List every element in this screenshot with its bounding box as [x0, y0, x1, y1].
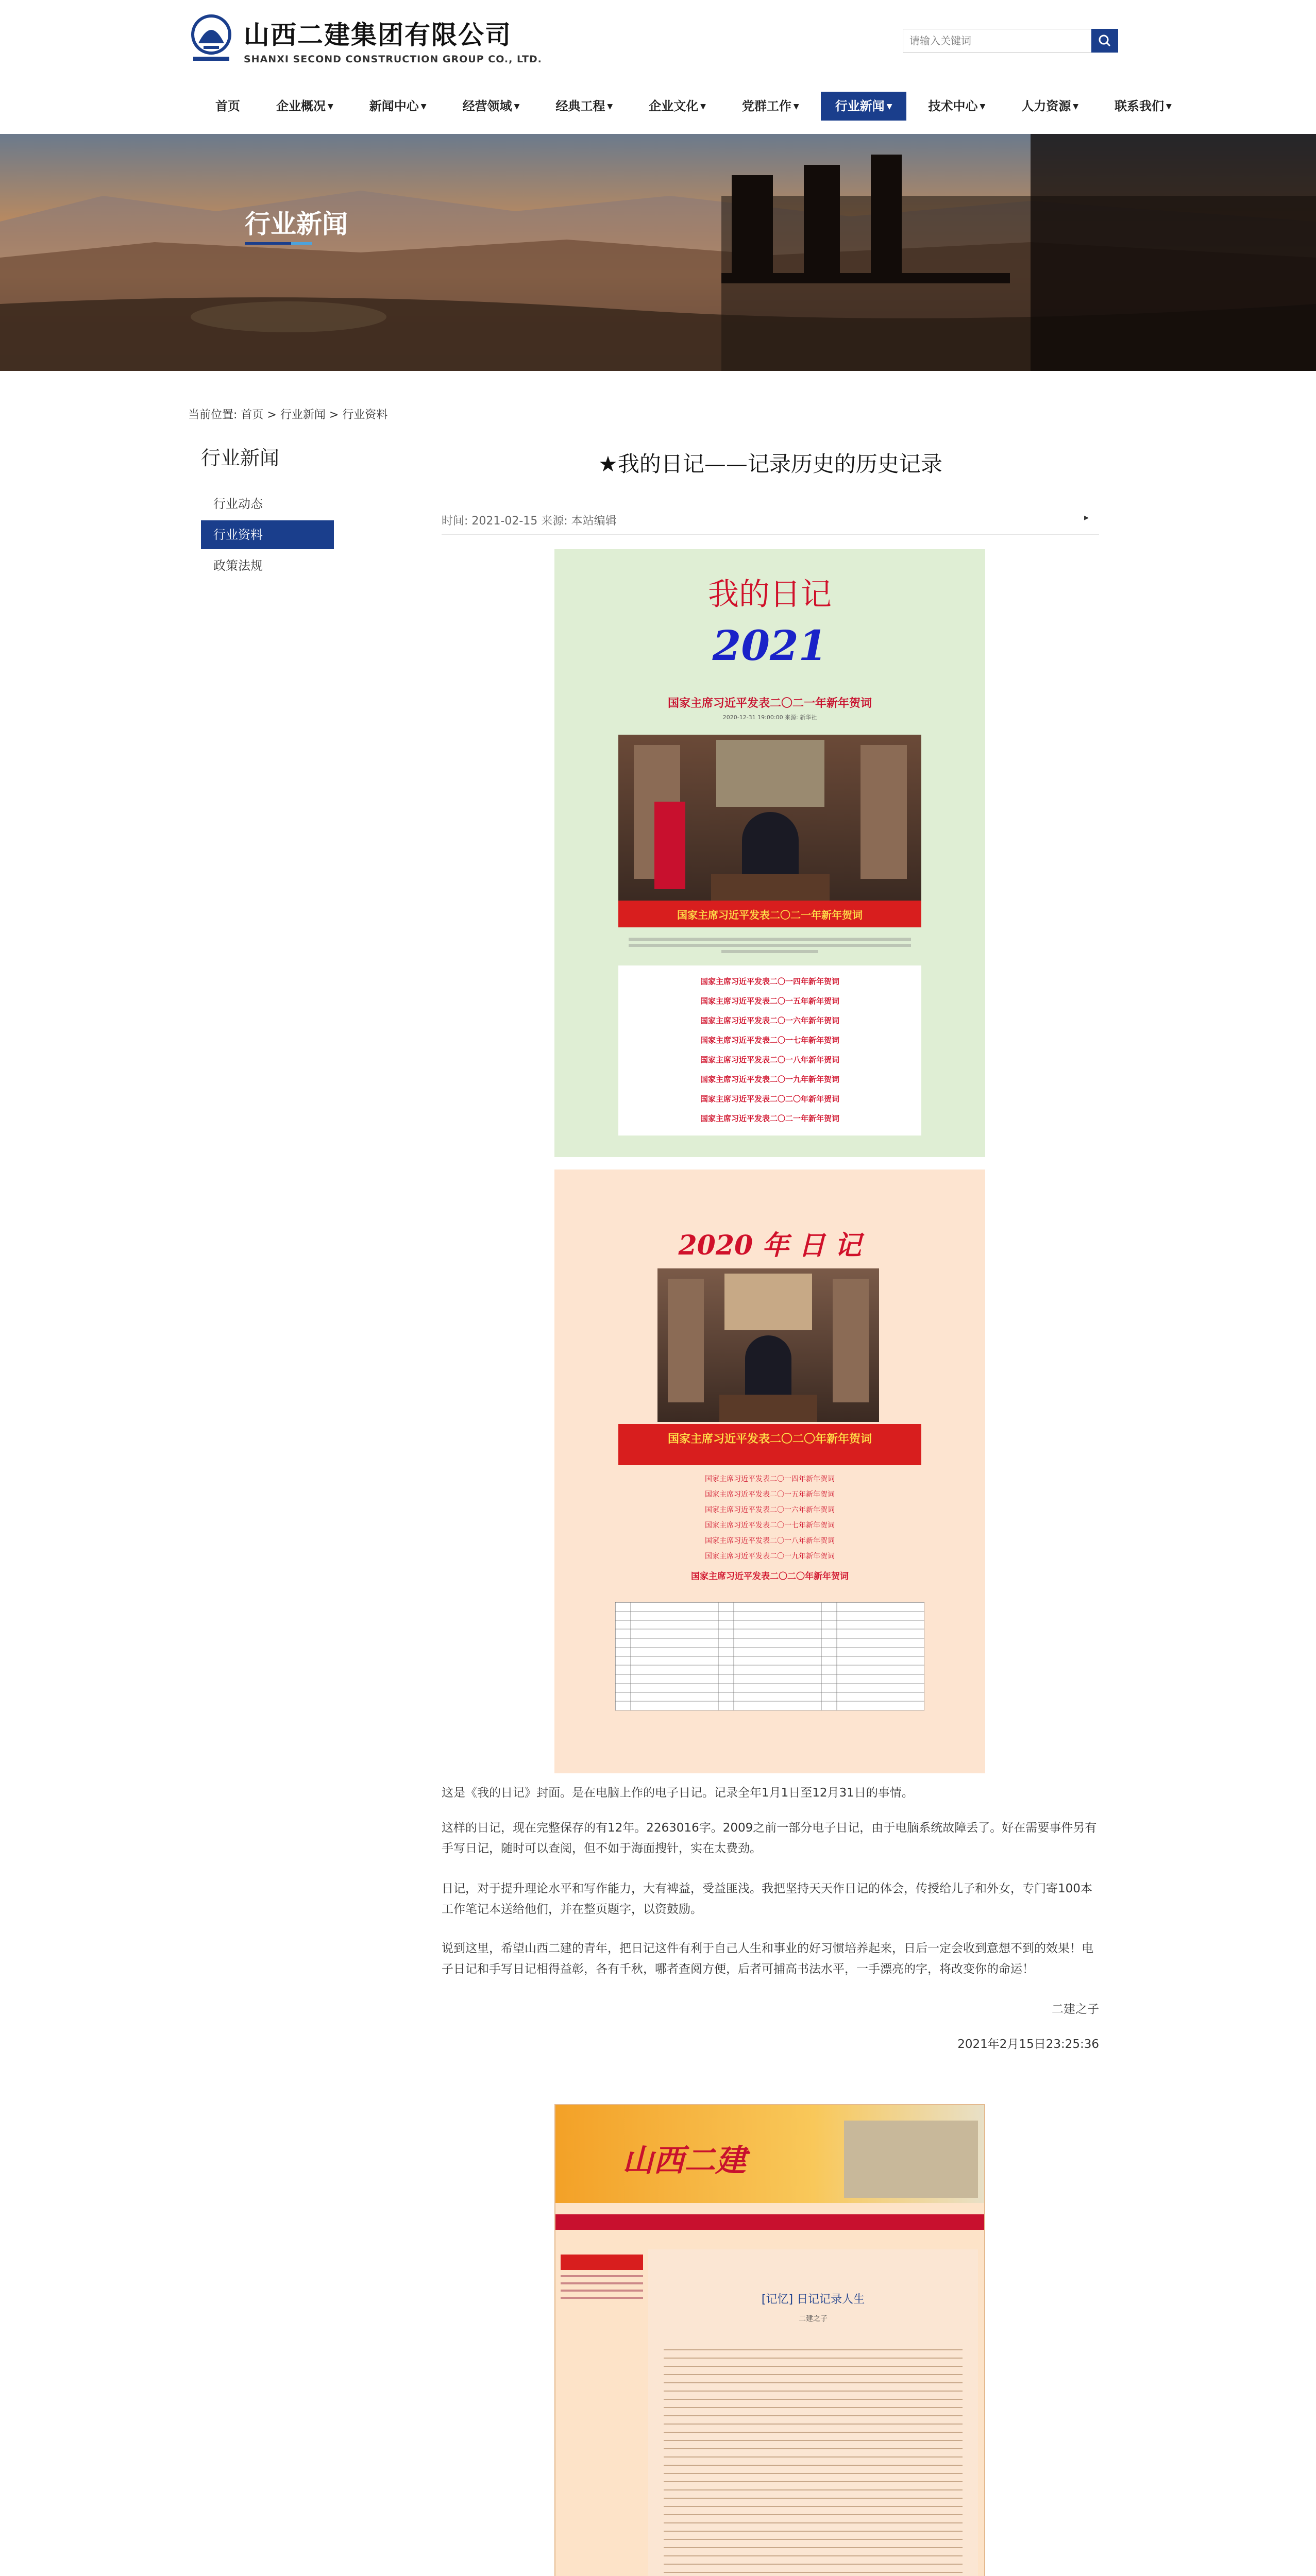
brand-emblem-icon [188, 11, 234, 68]
screenshot-page-title: [记忆] 日记记录人生 [761, 2293, 865, 2306]
breadcrumb: 当前位置: 首页 > 行业新闻 > 行业资料 [188, 409, 388, 421]
diary-2020-calendar-grid [615, 1602, 924, 1710]
diary-2021-banner-text: 国家主席习近平发表二〇二一年新年贺词 [677, 909, 863, 921]
banner-landscape-image [0, 134, 1316, 371]
screenshot-logo-text: 山西二建 [622, 2143, 746, 2179]
screenshot-header [555, 2105, 985, 2203]
nav-item[interactable] [201, 92, 255, 121]
caret-down-icon: ▼ [607, 103, 613, 111]
nav-item-active[interactable] [821, 92, 907, 121]
diary-link[interactable]: 国家主席习近平发表二〇二一年新年贺词 [700, 1114, 839, 1123]
diary-link[interactable]: 国家主席习近平发表二〇一四年新年贺词 [705, 1475, 835, 1483]
brand-logo[interactable] [188, 11, 542, 68]
diary-2020-links [618, 1473, 921, 1597]
diary-link[interactable]: 国家主席习近平发表二〇一八年新年贺词 [705, 1537, 835, 1545]
caret-down-icon: ▼ [514, 103, 520, 111]
diary-link[interactable]: 国家主席习近平发表二〇二〇年新年贺词 [700, 1094, 839, 1104]
article-paragraph: 这样的日记，现在完整保存的有12年。2263016字。2009之前一部分电子日记，由于电脑系统故障丢了。好在需要事件另有手写日记，随时可以查阅，但不如于海面搜针，实在太费劲。 [442, 1821, 1097, 1855]
screenshot-sidebar [555, 2249, 648, 2497]
banner-underline-accent [291, 242, 312, 245]
caret-down-icon: ▼ [328, 103, 333, 111]
diary-link[interactable]: 国家主席习近平发表二〇一六年新年贺词 [700, 1016, 839, 1025]
diary-link[interactable]: 国家主席习近平发表二〇一六年新年贺词 [705, 1506, 835, 1514]
diary-2021-title: 我的日记 [708, 577, 832, 613]
diary-link[interactable]: 国家主席习近平发表二〇一七年新年贺词 [700, 1036, 839, 1045]
article-paragraph: 说到这里，希望山西二建的青年，把日记这件有利于自己人生和事业的好习惯培养起来，日后一定会收到意想不到的效果！电子日记和手写日记相得益彰，各有千秋，哪者查阅方便，后者可捕高书法水平，一手漂亮的字，将改变你的命运！ [442, 1942, 1093, 1976]
nav-item[interactable] [1100, 92, 1186, 121]
caret-down-icon: ▼ [980, 103, 986, 111]
nav-label: 经典工程 [555, 99, 605, 113]
diary-2021-photo [618, 735, 921, 901]
main-nav [201, 92, 1193, 121]
screenshot-body-lines [664, 2342, 963, 2576]
diary-2021-year: 2021 [712, 621, 828, 670]
sidebar-menu [201, 489, 334, 582]
search-icon [1091, 29, 1118, 53]
article-paragraph: 日记，对于提升理论水平和写作能力，大有裨益，受益匪浅。我把坚持天天作日记的体会，传授给儿子和外女，专门寄100本工作笔记本送给他们，并在整页题字，以资鼓励。 [442, 1882, 1092, 1916]
nav-item[interactable] [541, 92, 627, 121]
article-meta [442, 512, 1099, 535]
diary-2020-banner-text: 国家主席习近平发表二〇二〇年新年贺词 [667, 1433, 872, 1446]
screenshot-nav [555, 2214, 985, 2230]
article-paragraph: 这是《我的日记》封面。是在电脑上作的电子日记。记录全年1月1日至12月31日的事情。 [442, 1786, 914, 1800]
nav-label: 新闻中心 [369, 99, 419, 113]
nav-item[interactable] [634, 92, 720, 121]
article-datetime: 2021年2月15日23:25:36 [957, 2038, 1099, 2051]
nav-label: 人力资源 [1021, 99, 1071, 113]
website-screenshot-image [554, 2104, 985, 2576]
search-input[interactable] [903, 29, 1092, 53]
diary-link[interactable]: 国家主席习近平发表二〇一四年新年贺词 [700, 977, 839, 986]
nav-label: 首页 [215, 99, 240, 113]
diary-2021-small-line: 2020-12-31 19:00:00 来源: 新华社 [722, 714, 817, 721]
brand-name-cn: 山西二建集团有限公司 [244, 20, 512, 50]
caret-down-icon: ▼ [420, 103, 427, 111]
nav-label: 技术中心 [928, 99, 978, 113]
sidebar-item-policies[interactable]: 政策法规 [213, 558, 263, 573]
diary-2020-image [554, 1170, 985, 1773]
article-signature: 二建之子 [1052, 2003, 1099, 2016]
banner-title: 行业新闻 [245, 209, 348, 239]
nav-item[interactable] [262, 92, 348, 121]
page-banner [0, 134, 1316, 371]
diary-2020-photo [657, 1268, 879, 1422]
nav-item[interactable] [914, 92, 1000, 121]
nav-item[interactable] [448, 92, 534, 121]
article-title: ★我的日记——记录历史的历史记录 [598, 451, 942, 477]
diary-link[interactable]: 国家主席习近平发表二〇一五年新年贺词 [705, 1490, 835, 1499]
banner-underline [245, 242, 291, 245]
diary-2021-banner [618, 901, 921, 927]
nav-label: 联系我们 [1115, 99, 1165, 113]
diary-2021-red-title: 国家主席习近平发表二〇二一年新年贺词 [667, 697, 872, 710]
print-icon[interactable]: ▸ [1084, 512, 1089, 523]
search-button[interactable] [1091, 29, 1118, 53]
diary-2021-image [554, 549, 985, 1157]
article-meta-text: 时间: 2021-02-15 来源: 本站编辑 [442, 515, 617, 528]
nav-item[interactable] [1007, 92, 1093, 121]
nav-label: 企业概况 [276, 99, 326, 113]
screenshot-author: 二建之子 [799, 2315, 828, 2323]
diary-2020-banner [618, 1424, 921, 1465]
caret-down-icon: ▼ [1073, 103, 1079, 111]
diary-link[interactable]: 国家主席习近平发表二〇一九年新年贺词 [705, 1552, 835, 1561]
nav-label: 经营领域 [462, 99, 512, 113]
diary-2021-links [618, 965, 921, 1136]
sidebar-title: 行业新闻 [201, 447, 280, 469]
nav-label: 行业新闻 [835, 99, 885, 113]
site-header [0, 0, 1316, 134]
screenshot-content [648, 2249, 978, 2576]
nav-label: 党群工作 [741, 99, 791, 113]
diary-link[interactable]: 国家主席习近平发表二〇一八年新年贺词 [700, 1055, 839, 1064]
nav-label: 企业文化 [649, 99, 699, 113]
nav-item[interactable] [355, 92, 441, 121]
caret-down-icon: ▼ [886, 103, 892, 111]
diary-link[interactable]: 国家主席习近平发表二〇一七年新年贺词 [705, 1521, 835, 1530]
nav-item[interactable] [728, 92, 814, 121]
diary-link[interactable]: 国家主席习近平发表二〇一九年新年贺词 [700, 1075, 839, 1084]
caret-down-icon: ▼ [1166, 103, 1172, 111]
diary-2020-title: 2020 年 日 记 [678, 1230, 862, 1261]
brand-name-en: SHANXI SECOND CONSTRUCTION GROUP CO., LTD. [244, 54, 542, 65]
sidebar-item-industry-materials[interactable]: 行业资料 [201, 520, 334, 549]
diary-2021-caption [618, 933, 921, 963]
caret-down-icon: ▼ [793, 103, 799, 111]
diary-link[interactable]: 国家主席习近平发表二〇一五年新年贺词 [700, 996, 839, 1006]
caret-down-icon: ▼ [700, 103, 706, 111]
diary-link[interactable]: 国家主席习近平发表二〇二〇年新年贺词 [691, 1571, 849, 1582]
sidebar-item-industry-news[interactable]: 行业动态 [213, 497, 263, 511]
